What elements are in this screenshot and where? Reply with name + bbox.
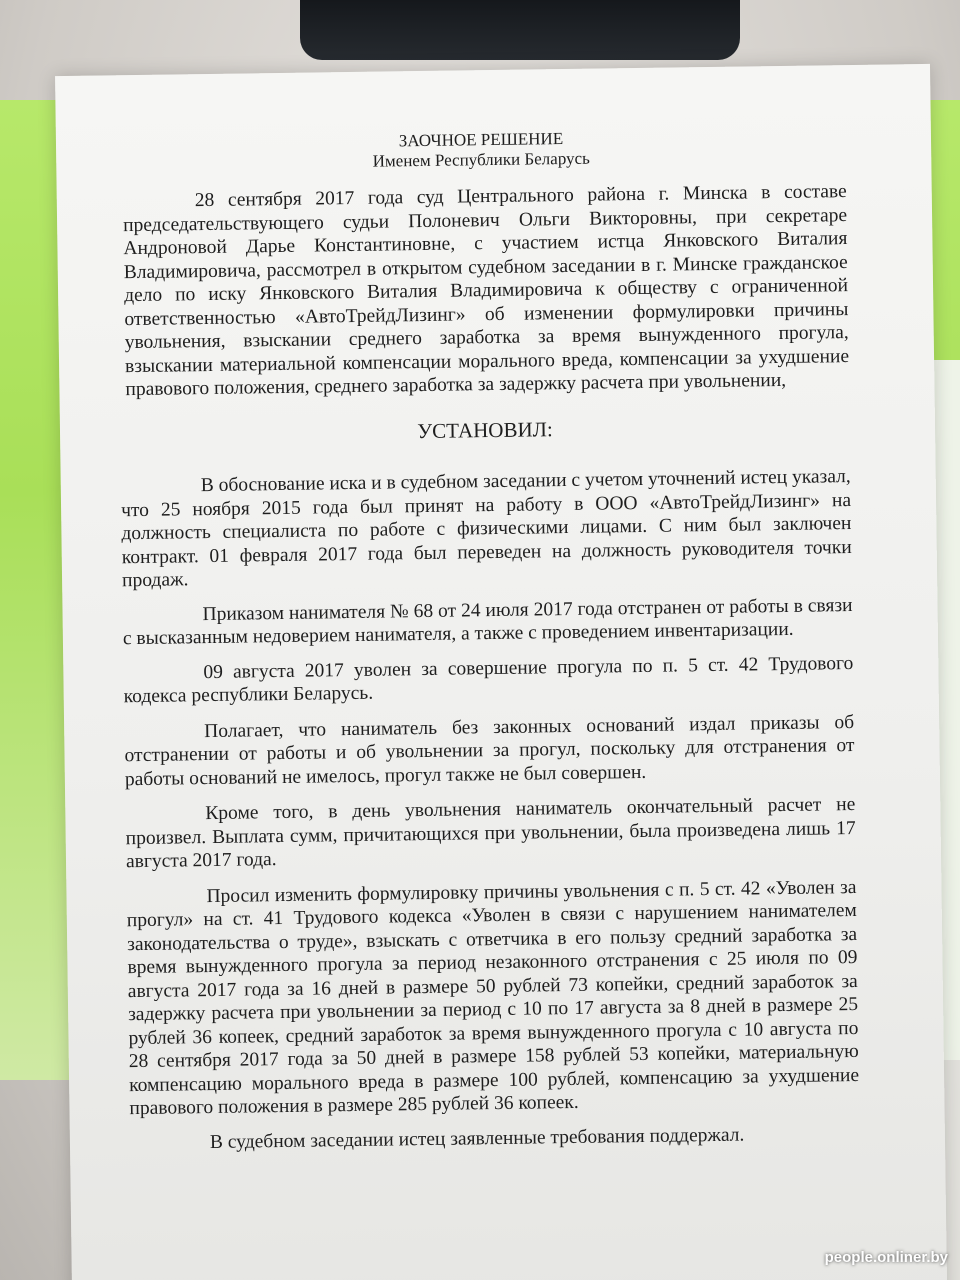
paragraph-no-grounds: Полагает, что наниматель без законных оснований издал приказы об отстранении от работы и об увольнении за прогул, поскольку для отстранения от работы оснований не имелось, прогул также не был совершен. — [124, 711, 855, 790]
paragraph-suspension-order: Приказом нанимателя № 68 от 24 июля 2017 года отстранен от работы в связи с высказанным недоверием нанимателя, а также с проведением инвентаризации. — [122, 594, 853, 650]
phone-object — [300, 0, 740, 60]
paragraph-hearing: В судебном заседании истец заявленные требования поддержал. — [209, 1124, 745, 1153]
document-subtitle: Именем Республики Беларусь — [372, 148, 590, 171]
section-heading: УСТАНОВИЛ: — [417, 416, 553, 443]
paragraph-settlement-delay: Кроме того, в день увольнения наниматель окончательный расчет не произвел. Выплата сумм, причитающихся при увольнении, была произведена лишь 17 августа 2017 года. — [125, 794, 856, 873]
document-body — [116, 125, 860, 1155]
document-title: ЗАОЧНОЕ РЕШЕНИЕ — [398, 129, 564, 151]
paragraph-requests: Просил изменить формулировку причины увольнения с п. 5 ст. 42 «Уволен за прогул» на ст. 41 Трудового кодекса «Уволен в связи с нарушением нанимателем законодательства о труде», взыскать с ответчика в его пользу средний заработка за время вынужденного прогула за период незаконного отстранения с 25 июля по 09 августа 2017 года за 16 дней в размере 50 рублей 73 копейки, средний заработок за задержку расчета при увольнении за период с 10 по 17 августа за 8 дней в размере 25 рублей 36 копеек, средний заработок за время вынужденного прогула с 10 августа по 28 сентября 2017 года за 50 дней в размере 158 рублей 53 копейки, материальную компенсацию морального вреда в размере 100 рублей, компенсацию за ухудшение правового положения в размере 285 рублей 36 копеек. — [126, 876, 860, 1120]
paragraph-claim-basis: В обоснование иска и в судебном заседании с учетом уточнений истец указал, что 25 ноября 2015 года был принят на работу в ООО «АвтоТрейдЛизинг» на должность специалиста по работе с физическими лицами. С ним был заключен контракт. 01 февраля 2017 года был переведен на должность руководителя точки продаж. — [120, 466, 852, 592]
site-watermark: people.onliner.by — [824, 1249, 948, 1266]
document-sheet — [55, 64, 947, 1280]
paragraph-dismissal: 09 августа 2017 уволен за совершение прогула по п. 5 ст. 42 Трудового кодекса республики Беларусь. — [123, 652, 854, 708]
intro-paragraph: 28 сентября 2017 года суд Центрального района г. Минска в составе председательствующего судьи Полоневич Ольги Викторовны, при секретаре Андроновой Дарье Константиновне, с участием истца Янковского Виталия Владимировича, рассмотрел в открытом судебном заседании в г. Минске гражданское дело по иску Янковского Виталия Владимировича к обществу с ограниченной ответственностью «АвтоТрейдЛизинг» об изменении формулировки причины увольнения, взыскании среднего заработка за время вынужденного прогула, взыскании материальной компенсации морального вреда, компенсации за ухудшение правового положения, среднего заработка за задержку расчета при увольнении, — [122, 181, 850, 401]
